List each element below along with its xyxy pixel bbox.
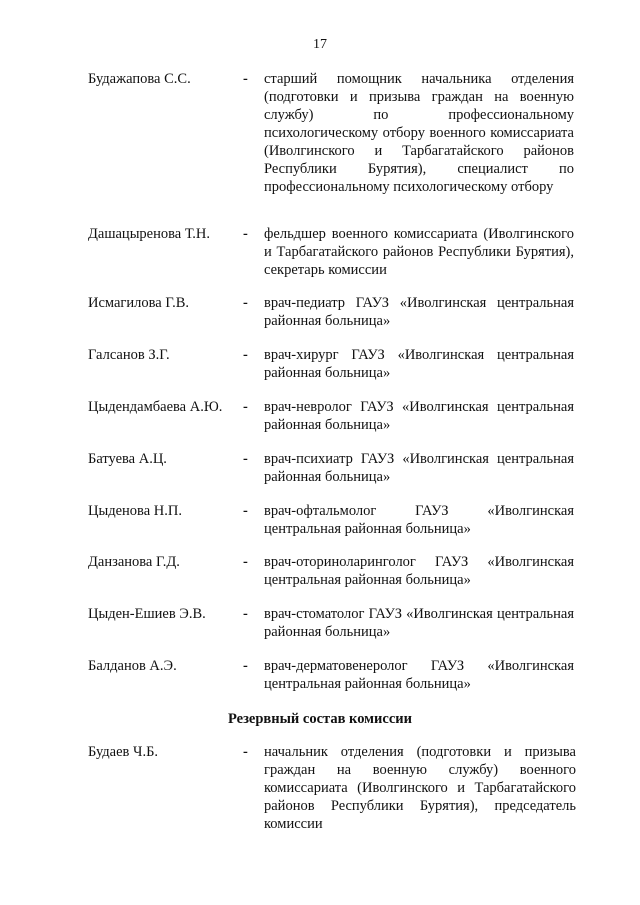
member-name: Батуева А.Ц. — [88, 451, 167, 467]
reserve-section-heading: Резервный состав комиссии — [228, 711, 412, 727]
member-name: Цыден-Ешиев Э.В. — [88, 606, 206, 622]
member-description: врач-офтальмолог ГАУЗ «Иволгинская центральная районная больница» — [264, 503, 574, 537]
page-number: 17 — [313, 37, 327, 52]
member-name: Будаев Ч.Б. — [88, 744, 159, 760]
member-description: врач-оториноларинголог ГАУЗ «Иволгинская центральная районная больница» — [264, 554, 574, 588]
member-dash: - — [243, 503, 248, 519]
member-description: фельдшер военного комиссариата (Иволгинского и Тарбагатайского районов Республики Бурятия), секретарь комиссии — [264, 226, 574, 278]
member-name: Цыденова Н.П. — [88, 503, 182, 519]
member-dash: - — [243, 451, 248, 467]
member-description: врач-стоматолог ГАУЗ «Иволгинская центральная районная больница» — [264, 606, 574, 640]
member-dash: - — [243, 71, 248, 87]
member-description: начальник отделения (подготовки и призыва граждан на военную службу) военного комиссариата (Иволгинского и Тарбагатайского районов Республики Бурятия), председатель комиссии — [264, 744, 576, 832]
member-name: Данзанова Г.Д. — [88, 554, 180, 570]
member-description: врач-хирург ГАУЗ «Иволгинская центральная районная больница» — [264, 347, 574, 381]
member-name: Галсанов З.Г. — [88, 347, 170, 363]
member-name: Балданов А.Э. — [88, 658, 177, 674]
member-dash: - — [243, 399, 248, 415]
member-description: старший помощник начальника отделения (подготовки и призыва граждан на военную службу) по профессиональному психологическому отбору военного комиссариата (Иволгинского и Тарбагатайского районов Республики Бурятия), специалист по профессиональному психологическому отбору — [264, 71, 574, 195]
member-dash: - — [243, 744, 248, 760]
member-description: врач-невролог ГАУЗ «Иволгинская центральная районная больница» — [264, 399, 574, 433]
member-description: врач-дерматовенеролог ГАУЗ «Иволгинская центральная районная больница» — [264, 658, 574, 692]
member-name: Будажапова С.С. — [88, 71, 191, 87]
member-dash: - — [243, 658, 248, 674]
member-dash: - — [243, 347, 248, 363]
member-dash: - — [243, 226, 248, 242]
member-dash: - — [243, 554, 248, 570]
member-name: Исмагилова Г.В. — [88, 295, 189, 311]
member-dash: - — [243, 606, 248, 622]
member-description: врач-педиатр ГАУЗ «Иволгинская центральная районная больница» — [264, 295, 574, 329]
member-name: Цыдендамбаева А.Ю. — [88, 399, 223, 415]
member-description: врач-психиатр ГАУЗ «Иволгинская центральная районная больница» — [264, 451, 574, 485]
member-dash: - — [243, 295, 248, 311]
member-name: Дашацыренова Т.Н. — [88, 226, 210, 242]
